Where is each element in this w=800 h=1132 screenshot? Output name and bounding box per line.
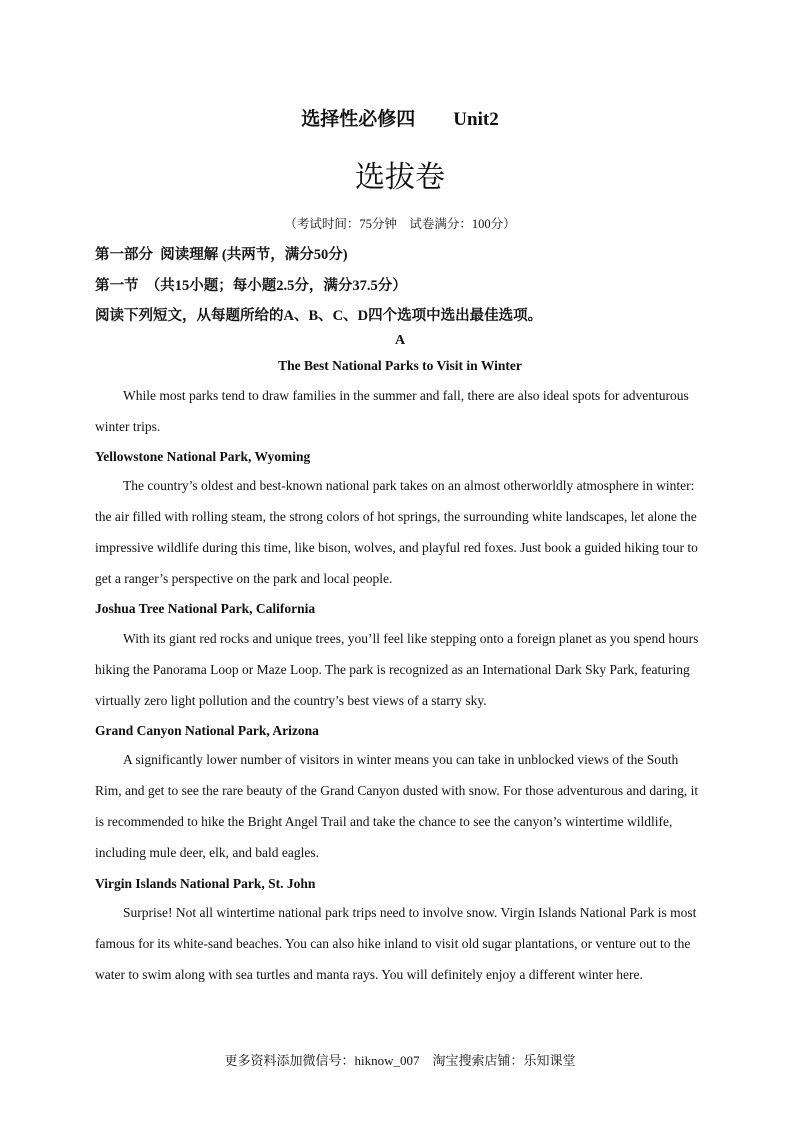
park-heading: Yellowstone National Park, Wyoming [95,449,311,464]
part-heading: 第一部分 阅读理解 (共两节，满分50分) [95,247,348,263]
directions-text: 阅读下列短文，从每题所给的A、B、C、D四个选项中选出最佳选项。 [95,308,543,324]
passage-letter: A [394,333,406,348]
park-heading: Grand Canyon National Park, Arizona [95,723,319,738]
park-paragraph: A significantly lower number of visitors in winter means you can take in unblocked views of the South Rim, and get to see the rare beauty of the Grand Canyon dusted with snow. For those adventurous and daring, it is recommended to hike the Bright Angel Trail and take the chance to see the canyon’s wintertime wildlife, including mule deer, elk, and bald eagles. [95,752,699,860]
park-paragraph: With its giant red rocks and unique trees, you’ll feel like stepping onto a foreign planet as you spend hours hiking the Panorama Loop or Maze Loop. The park is recognized as an International Dark Sky Park, featuring virtually zero light pollution and the country’s best views of a starry sky. [95,631,699,708]
document-title: 选择性必修四 Unit2 [301,109,499,130]
park-paragraph: The country’s oldest and best-known national park takes on an almost otherworldly atmosphere in winter: the air filled with rolling steam, the strong colors of hot springs, the surrounding white landscapes, let alone the impressive wildlife during this time, like bison, wolves, and playful red foxes. Just book a guided hiking tour to get a ranger’s perspective on the park and local people. [95,478,698,586]
park-paragraph: Surprise! Not all wintertime national park trips need to involve snow. Virgin Islands National Park is most famous for its white-sand beaches. You can also hike inland to visit old sugar plantations, or venture out to the water to swim along with sea turtles and manta rays. You will definitely enjoy a different winter here. [95,905,697,982]
passage-title: The Best National Parks to Visit in Winter [278,358,522,373]
document-subtitle: 选拔卷 [355,160,445,195]
passage-intro: While most parks tend to draw families in the summer and fall, there are also ideal spots for adventurous winter trips. [95,388,689,434]
park-heading: Virgin Islands National Park, St. John [95,876,316,891]
page-footer: 更多资料添加微信号：hiknow_007 淘宝搜索店铺：乐知课堂 [224,1053,576,1068]
exam-meta: （考试时间：75分钟 试卷满分：100分） [284,217,516,231]
section-heading: 第一节 （共15小题；每小题2.5分，满分37.5分） [95,278,407,294]
park-heading: Joshua Tree National Park, California [95,601,316,616]
